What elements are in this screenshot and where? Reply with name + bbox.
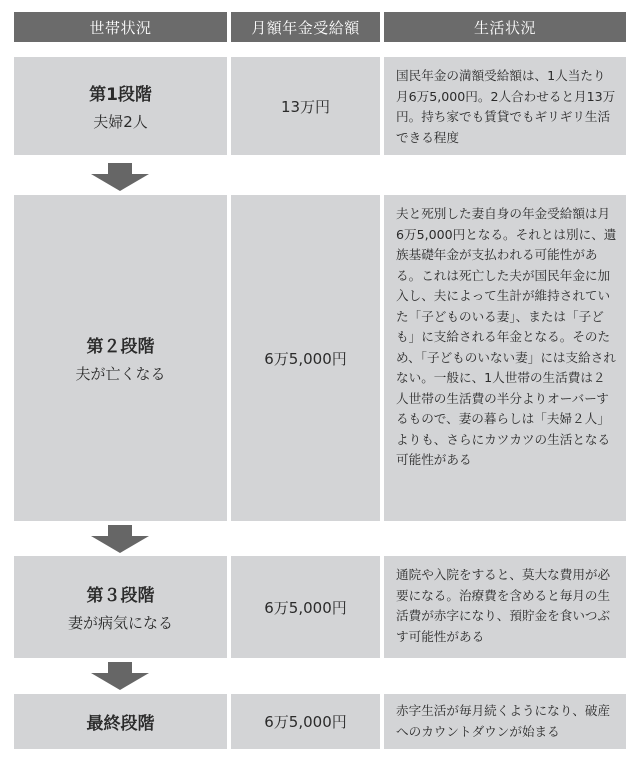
header-living-status: 生活状況 bbox=[384, 12, 626, 42]
header-monthly-pension: 月額年金受給額 bbox=[231, 12, 380, 42]
description-cell-3: 通院や入院をすると、莫大な費用が必要になる。治療費を含めると毎月の生活費が赤字になり、預貯金を食いつぶす可能性がある bbox=[384, 556, 626, 658]
stage-title: 第２段階 bbox=[86, 337, 155, 357]
amount-cell-3: 6万5,000円 bbox=[231, 556, 380, 658]
description-cell-4: 赤字生活が毎月続くようになり、破産へのカウントダウンが始まる bbox=[384, 694, 626, 749]
down-arrow-icon bbox=[91, 662, 149, 690]
stage-cell-3 bbox=[14, 556, 227, 658]
amount-cell-2: 6万5,000円 bbox=[231, 195, 380, 521]
stage-subtitle: 夫婦2人 bbox=[93, 113, 148, 131]
stage-title: 最終段階 bbox=[86, 714, 155, 734]
stage-cell-1 bbox=[14, 57, 227, 155]
description-cell-1: 国民年金の満額受給額は、1人当たり月6万5,000円。2人合わせると月13万円。持ち家でも賃貸でもギリギリ生活できる程度 bbox=[384, 57, 626, 155]
down-arrow-icon bbox=[91, 525, 149, 553]
description-cell-2: 夫と死別した妻自身の年金受給額は月6万5,000円となる。それとは別に、遺族基礎年金が支払われる可能性がある。これは死亡した夫が国民年金に加入し、夫によって生計が維持されていた「子どものいる妻」、または「子ども」に支給される年金となる。そのため、「子どものいない妻」には支給されない。一般に、1人世帯の生活費は２人世帯の生活費の半分よりオーバーするもので、妻の暮らしは「夫婦２人」よりも、さらにカツカツの生活となる可能性がある bbox=[384, 195, 626, 521]
stage-subtitle: 夫が亡くなる bbox=[75, 365, 166, 383]
stage-title: 第３段階 bbox=[86, 586, 155, 606]
stage-subtitle: 妻が病気になる bbox=[67, 614, 173, 632]
down-arrow-icon bbox=[91, 163, 149, 191]
stage-title: 第1段階 bbox=[89, 85, 152, 105]
amount-cell-1: 13万円 bbox=[231, 57, 380, 155]
amount-cell-4: 6万5,000円 bbox=[231, 694, 380, 749]
stage-cell-4 bbox=[14, 694, 227, 749]
header-household-status: 世帯状況 bbox=[14, 12, 227, 42]
stage-cell-2 bbox=[14, 195, 227, 521]
